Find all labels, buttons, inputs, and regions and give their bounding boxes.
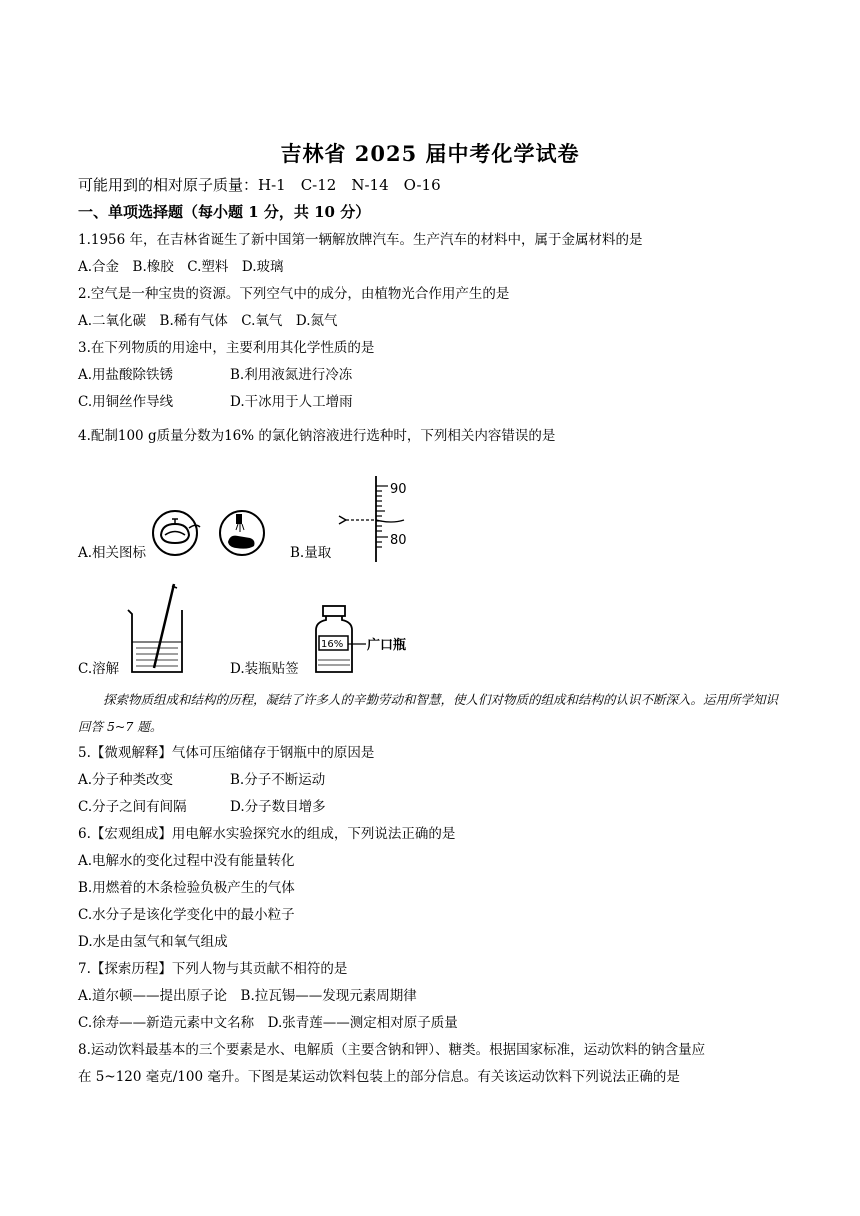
question-4-stem: 4.配制100 g质量分数为16% 的氯化钠溶液进行选种时，下列相关内容错误的是 bbox=[78, 428, 556, 444]
question-5-option-c: C.分子之间有间隔 bbox=[78, 799, 187, 815]
question-5-option-b: B.分子不断运动 bbox=[230, 772, 326, 788]
question-6-option-d: D.水是由氢气和氧气组成 bbox=[78, 934, 228, 950]
label-percent: 16% bbox=[321, 639, 344, 650]
question-1-options: A.合金 B.橡胶 C.塑料 D.玻璃 bbox=[78, 259, 284, 275]
reading-passage: 探索物质组成和结构的历程，凝结了许多人的辛勤劳动和智慧，使人们对物质的组成和结构的认识不断深入。运用所学知识回答 5~7 题。 bbox=[78, 692, 779, 734]
atomic-masses: 可能用到的相对原子质量：H-1 C-12 N-14 O-16 bbox=[78, 176, 441, 194]
label-bottle-name: 广口瓶 bbox=[367, 638, 407, 653]
question-3-option-b: B.利用液氮进行冷冻 bbox=[230, 367, 353, 383]
question-6-option-c: C.水分子是该化学变化中的最小粒子 bbox=[78, 907, 295, 923]
section-heading: 一、单项选择题（每小题 1 分，共 10 分） bbox=[78, 203, 371, 221]
question-3-option-a: A.用盐酸除铁锈 bbox=[78, 367, 174, 383]
wide-mouth-bottle-icon bbox=[312, 604, 422, 676]
question-7-options-ab: A.道尔顿——提出原子论 B.拉瓦锡——发现元素周期律 bbox=[78, 988, 417, 1004]
question-5-option-d: D.分子数目增多 bbox=[230, 799, 326, 815]
question-1-stem: 1.1956 年，在吉林省诞生了新中国第一辆解放牌汽车。生产汽车的材料中，属于金属材料的是 bbox=[78, 232, 643, 248]
cylinder-mark-top: 90 bbox=[390, 482, 407, 497]
page-title: 吉林省 2025 届中考化学试卷 bbox=[280, 141, 580, 166]
question-5-stem: 5.【微观解释】气体可压缩储存于钢瓶中的原因是 bbox=[78, 745, 375, 761]
question-4-option-a: A.相关图标 bbox=[78, 545, 147, 561]
question-8-line-2: 在 5~120 毫克/100 毫升。下图是某运动饮料包装上的部分信息。有关该运动饮料下列说法正确的是 bbox=[78, 1069, 680, 1085]
safety-icons bbox=[152, 508, 272, 560]
cylinder-mark-bottom: 80 bbox=[390, 533, 407, 548]
hot-surface-icon bbox=[153, 511, 200, 555]
question-6-option-b: B.用燃着的木条检验负极产生的气体 bbox=[78, 880, 295, 896]
question-6-stem: 6.【宏观组成】用电解水实验探究水的组成，下列说法正确的是 bbox=[78, 826, 456, 842]
question-3-option-d: D.干冰用于人工增雨 bbox=[230, 394, 353, 410]
question-2-stem: 2.空气是一种宝贵的资源。下列空气中的成分，由植物光合作用产生的是 bbox=[78, 286, 510, 302]
question-4-option-c: C.溶解 bbox=[78, 661, 120, 677]
question-7-options-cd: C.徐寿——新造元素中文名称 D.张青莲——测定相对原子质量 bbox=[78, 1015, 458, 1031]
question-8-line-1: 8.运动饮料最基本的三个要素是水、电解质（主要含钠和钾）、糖类。根据国家标准，运动饮料的钠含量应 bbox=[78, 1042, 706, 1058]
question-7-stem: 7.【探索历程】下列人物与其贡献不相符的是 bbox=[78, 961, 348, 977]
question-3-option-c: C.用铜丝作导线 bbox=[78, 394, 174, 410]
question-5-option-a: A.分子种类改变 bbox=[78, 772, 174, 788]
graduated-cylinder-reading bbox=[336, 474, 426, 564]
beaker-dissolve-icon bbox=[124, 582, 194, 676]
question-4-option-d: D.装瓶贴签 bbox=[230, 661, 299, 677]
question-4-option-b: B.量取 bbox=[290, 545, 332, 561]
wash-hands-icon bbox=[220, 511, 264, 555]
question-6-option-a: A.电解水的变化过程中没有能量转化 bbox=[78, 853, 295, 869]
question-3-stem: 3.在下列物质的用途中，主要利用其化学性质的是 bbox=[78, 340, 375, 356]
question-2-options: A.二氧化碳 B.稀有气体 C.氧气 D.氮气 bbox=[78, 313, 338, 329]
